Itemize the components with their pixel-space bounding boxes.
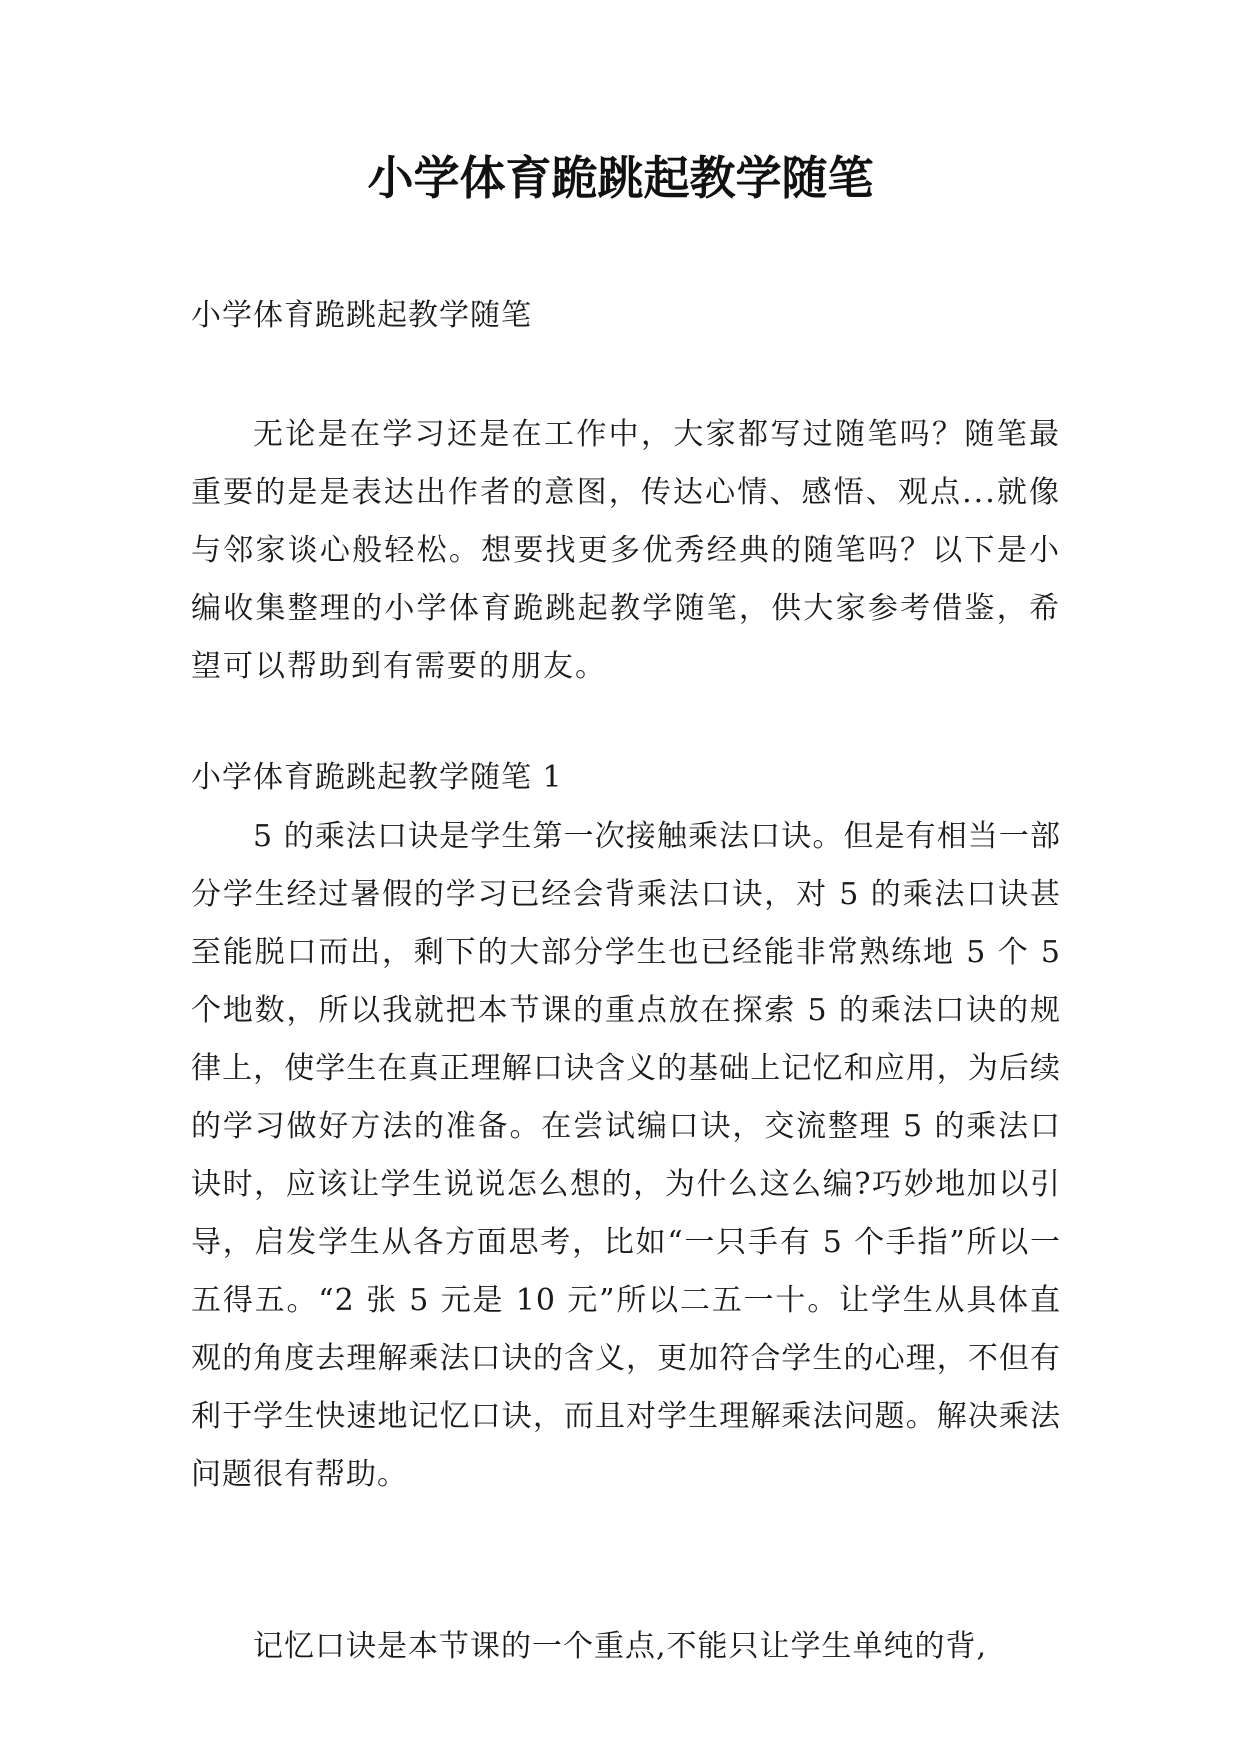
document-subtitle: 小学体育跪跳起教学随笔 <box>191 298 532 333</box>
body-paragraph: 5 的乘法口诀是学生第一次接触乘法口诀。但是有相当一部分学生经过暑假的学习已经会背乘法口诀，对 5 的乘法口诀甚至能脱口而出，剩下的大部分学生也已经能非常熟练地 5 个 5 个地数，所以我就把本节课的重点放在探索 5 的乘法口诀的规律上，使学生在真正理解口诀含义的基础上记忆和应用，为后续的学习做好方法的准备。在尝试编口诀，交流整理 5 的乘法口诀时，应该让学生说说怎么想的，为什么这么编?巧妙地加以引导，启发学生从各方面思考，比如“一只手有 5 个手指”所以一五得五。“2 张 5 元是 10 元”所以二五一十。让学生从具体直观的角度去理解乘法口诀的含义，更加符合学生的心理，不但有利于学生快速地记忆口诀，而且对学生理解乘法问题。解决乘法问题很有帮助。 <box>191 819 1061 1492</box>
section-heading: 小学体育跪跳起教学随笔 1 <box>191 760 563 795</box>
document-title: 小学体育跪跳起教学随笔 <box>367 151 874 205</box>
intro-paragraph: 无论是在学习还是在工作中，大家都写过随笔吗？随笔最重要的是是表达出作者的意图，传达心情、感悟、观点...就像与邻家谈心般轻松。想要找更多优秀经典的随笔吗？以下是小编收集整理的小学体育跪跳起教学随笔，供大家参考借鉴，希望可以帮助到有需要的朋友。 <box>191 417 1061 684</box>
body-paragraph-continued: 记忆口诀是本节课的一个重点,不能只让学生单纯的背, <box>253 1629 988 1664</box>
